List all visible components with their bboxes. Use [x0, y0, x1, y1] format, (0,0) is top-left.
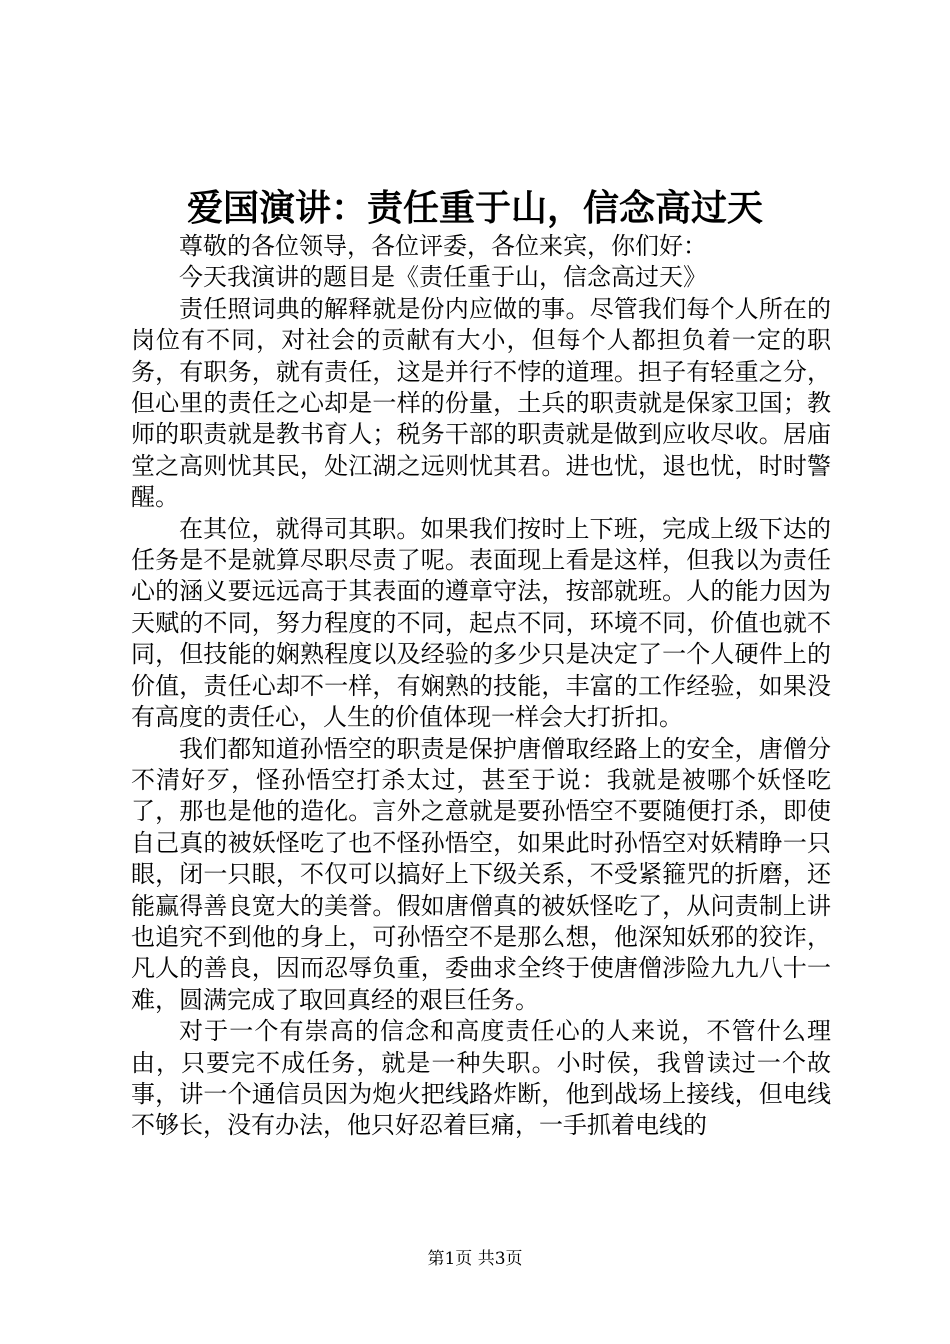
document-body	[131, 231, 831, 1142]
paragraph-topic: 今天我演讲的题目是《责任重于山，信念高过天》	[179, 263, 707, 292]
document-title: 爱国演讲：责任重于山，信念高过天	[186, 187, 763, 229]
paragraph-sun-wukong: 我们都知道孙悟空的职责是保护唐僧取经路上的安全，唐僧分不清好歹，怪孙悟空打杀太过，甚至于说：我就是被哪个妖怪吃了，那也是他的造化。言外之意就是要孙悟空不要随便打杀，即使自己真的被妖怪吃了也不怪孙悟空，如果此时孙悟空对妖精睁一只眼，闭一只眼，不仅可以搞好上下级关系，不受紧箍咒的折磨，还能赢得善良宽大的美誉。假如唐僧真的被妖怪吃了，从问责制上讲也追究不到他的身上，可孙悟空不是那么想，他深知妖邪的狡诈，凡人的善良，因而忍辱负重，委曲求全终于使唐僧涉险九九八十一难，圆满完成了取回真经的艰巨任务。	[131, 734, 831, 1014]
paragraph-definition: 责任照词典的解释就是份内应做的事。尽管我们每个人所在的岗位有不同，对社会的贡献有大小，但每个人都担负着一定的职务，有职务，就有责任，这是并行不悖的道理。担子有轻重之分，但心里的责任之心却是一样的份量，土兵的职责就是保家卫国；教师的职责就是教书育人；税务干部的职责就是做到应收尽收。居庙堂之高则忧其民，处江湖之远则忧其君。进也忧，退也忧，时时警醒。	[131, 294, 831, 512]
paragraph-greeting: 尊敬的各位领导，各位评委，各位来宾，你们好：	[179, 232, 707, 260]
paragraph-position: 在其位，就得司其职。如果我们按时上下班，完成上级下达的任务是不是就算尽职尽责了呢。表面现上看是这样，但我以为责任心的涵义要远远高于其表面的遵章守法，按部就班。人的能力因为天赋的不同，努力程度的不同，起点不同，环境不同，价值也就不同，但技能的娴熟程度以及经验的多少只是决定了一个人硬件上的价值，责任心却不一样，有娴熟的技能，丰富的工作经验，如果没有高度的责任心，人生的价值体现一样会大打折扣。	[131, 514, 831, 732]
page-footer: 第1页 共3页	[427, 1249, 523, 1269]
paragraph-belief: 对于一个有崇高的信念和高度责任心的人来说，不管什么理由，只要完不成任务，就是一种失职。小时侯，我曾读过一个故事，讲一个通信员因为炮火把线路炸断，他到战场上接线，但电线不够长，没有办法，他只好忍着巨痛，一手抓着电线的	[131, 1017, 831, 1140]
